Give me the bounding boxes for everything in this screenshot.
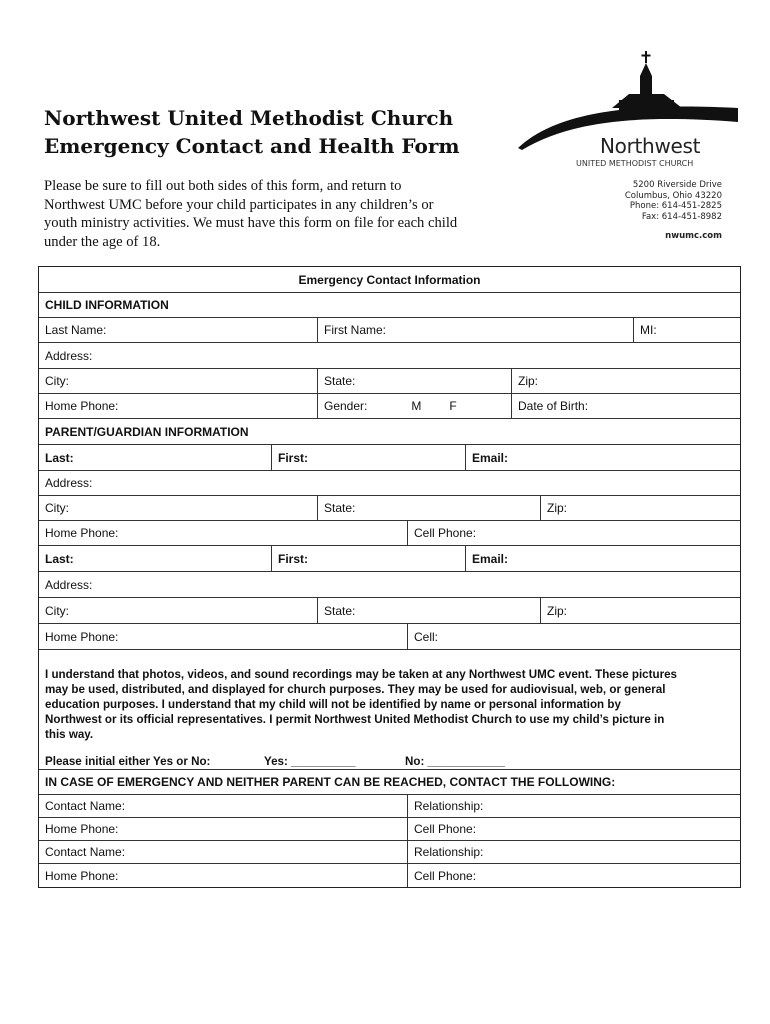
logo-name: Northwest: [600, 134, 701, 158]
guardian1-state-field[interactable]: State:: [317, 496, 540, 520]
emergency-contact-form: [38, 266, 741, 888]
guardian2-city-field[interactable]: City:: [45, 603, 69, 618]
page-title: [44, 104, 524, 160]
photo-consent-text: [45, 667, 735, 742]
title-line-1: Northwest United Methodist Church: [44, 106, 454, 130]
child-section-header: [39, 293, 740, 318]
guardian1-home-phone-field[interactable]: Home Phone:: [45, 526, 119, 540]
consent-no-field[interactable]: No: ____________: [405, 755, 505, 768]
guardian2-home-phone-field[interactable]: Home Phone:: [45, 629, 119, 644]
consent-line: may be used, distributed, and displayed for church purposes. They may be used for audiovisual, web, or general: [45, 683, 666, 696]
section-title: PARENT/GUARDIAN INFORMATION: [45, 424, 249, 439]
initial-prompt: Please initial either Yes or No:: [45, 755, 211, 768]
contact1-name-field[interactable]: Contact Name:: [45, 799, 126, 813]
guardian2-cell-field[interactable]: Cell:: [407, 624, 740, 649]
child-gender-field[interactable]: [317, 394, 511, 418]
guardian2-last-field[interactable]: Last:: [45, 551, 74, 566]
consent-yes-field[interactable]: Yes: __________: [264, 755, 356, 768]
form-heading: Emergency Contact Information: [298, 272, 481, 287]
child-name-row: [39, 318, 740, 343]
intro-line: under the age of 18.: [44, 233, 161, 250]
guardian1-first-field[interactable]: First:: [271, 445, 465, 470]
guardian2-state-field[interactable]: State:: [317, 598, 540, 623]
gender-label: Gender:: [324, 399, 368, 413]
guardian1-address-field[interactable]: Address:: [45, 476, 93, 490]
contact2-phone-row: [39, 864, 740, 887]
church-website: nwumc.com: [665, 231, 722, 241]
consent-line: education purposes. I understand that my child will not be identified by name or personal information by: [45, 698, 621, 711]
address-line: Phone: 614-451-2825: [629, 201, 722, 211]
child-mi-field[interactable]: MI:: [633, 318, 740, 342]
church-address: [625, 180, 722, 222]
child-phone-row: [39, 394, 740, 419]
child-city-field[interactable]: City:: [45, 374, 69, 388]
guardian2-zip-field[interactable]: Zip:: [540, 598, 740, 623]
child-state-field[interactable]: State:: [317, 369, 511, 393]
child-last-name-field[interactable]: Last Name:: [45, 323, 107, 337]
guardian1-city-field[interactable]: City:: [45, 501, 69, 515]
consent-line: I understand that photos, videos, and sound recordings may be taken at any Northwest UMC event. These pictures: [45, 668, 677, 681]
church-logo: [514, 48, 744, 263]
child-address-row: [39, 343, 740, 369]
contact1-cell-phone-field[interactable]: Cell Phone:: [407, 818, 740, 840]
child-city-row: [39, 369, 740, 394]
intro-line: youth ministry activities. We must have this form on file for each child: [44, 215, 458, 231]
guardian1-email-field[interactable]: Email:: [465, 445, 740, 470]
guardian2-name-row: [39, 546, 740, 572]
emergency-section-header: [39, 769, 740, 795]
gender-m-option[interactable]: M: [411, 399, 422, 413]
guardian1-cell-phone-field[interactable]: Cell Phone:: [407, 521, 740, 545]
guardian1-last-field[interactable]: Last:: [45, 450, 74, 465]
guardian1-city-row: [39, 496, 740, 521]
guardian2-first-field[interactable]: First:: [271, 546, 465, 571]
guardian1-name-row: [39, 445, 740, 471]
guardian2-city-row: [39, 598, 740, 624]
child-first-name-field[interactable]: First Name:: [317, 318, 633, 342]
contact1-home-phone-field[interactable]: Home Phone:: [45, 822, 119, 836]
form-heading-row: [39, 267, 740, 293]
guardian1-phone-row: [39, 521, 740, 546]
title-line-2: Emergency Contact and Health Form: [44, 134, 460, 158]
contact2-name-field[interactable]: Contact Name:: [45, 845, 126, 859]
contact2-name-row: [39, 841, 740, 864]
contact1-relationship-field[interactable]: Relationship:: [407, 795, 740, 817]
address-line: 5200 Riverside Drive: [632, 180, 722, 190]
intro-text: [44, 177, 514, 251]
contact1-phone-row: [39, 818, 740, 841]
guardian-section-header: [39, 419, 740, 445]
section-title: CHILD INFORMATION: [45, 298, 169, 312]
child-home-phone-field[interactable]: Home Phone:: [45, 399, 119, 413]
guardian2-phone-row: [39, 624, 740, 650]
child-address-field[interactable]: Address:: [45, 348, 93, 363]
guardian2-address-field[interactable]: Address:: [45, 577, 93, 592]
contact2-home-phone-field[interactable]: Home Phone:: [45, 868, 119, 883]
guardian1-zip-field[interactable]: Zip:: [540, 496, 740, 520]
guardian1-address-row: [39, 471, 740, 496]
address-line: Columbus, Ohio 43220: [624, 190, 722, 201]
section-title: IN CASE OF EMERGENCY AND NEITHER PARENT CAN BE REACHED, CONTACT THE FOLLOWING:: [45, 775, 616, 789]
consent-line: Northwest or its official representatives. I permit Northwest United Methodist Church to use my child’s picture in: [45, 713, 665, 726]
logo-subtitle: UNITED METHODIST CHURCH: [576, 159, 694, 168]
address-line: Fax: 614-451-8982: [641, 211, 722, 222]
contact2-cell-phone-field[interactable]: Cell Phone:: [407, 864, 740, 887]
guardian2-email-field[interactable]: Email:: [465, 546, 740, 571]
contact1-name-row: [39, 795, 740, 818]
consent-line: this way.: [45, 728, 94, 741]
child-zip-field[interactable]: Zip:: [511, 369, 740, 393]
guardian2-address-row: [39, 572, 740, 598]
contact2-relationship-field[interactable]: Relationship:: [407, 841, 740, 863]
gender-f-option[interactable]: F: [449, 399, 457, 413]
intro-line: Northwest UMC before your child participates in any children’s or: [44, 196, 434, 213]
intro-line: Please be sure to fill out both sides of this form, and return to: [44, 178, 402, 194]
child-dob-field[interactable]: Date of Birth:: [511, 394, 740, 418]
